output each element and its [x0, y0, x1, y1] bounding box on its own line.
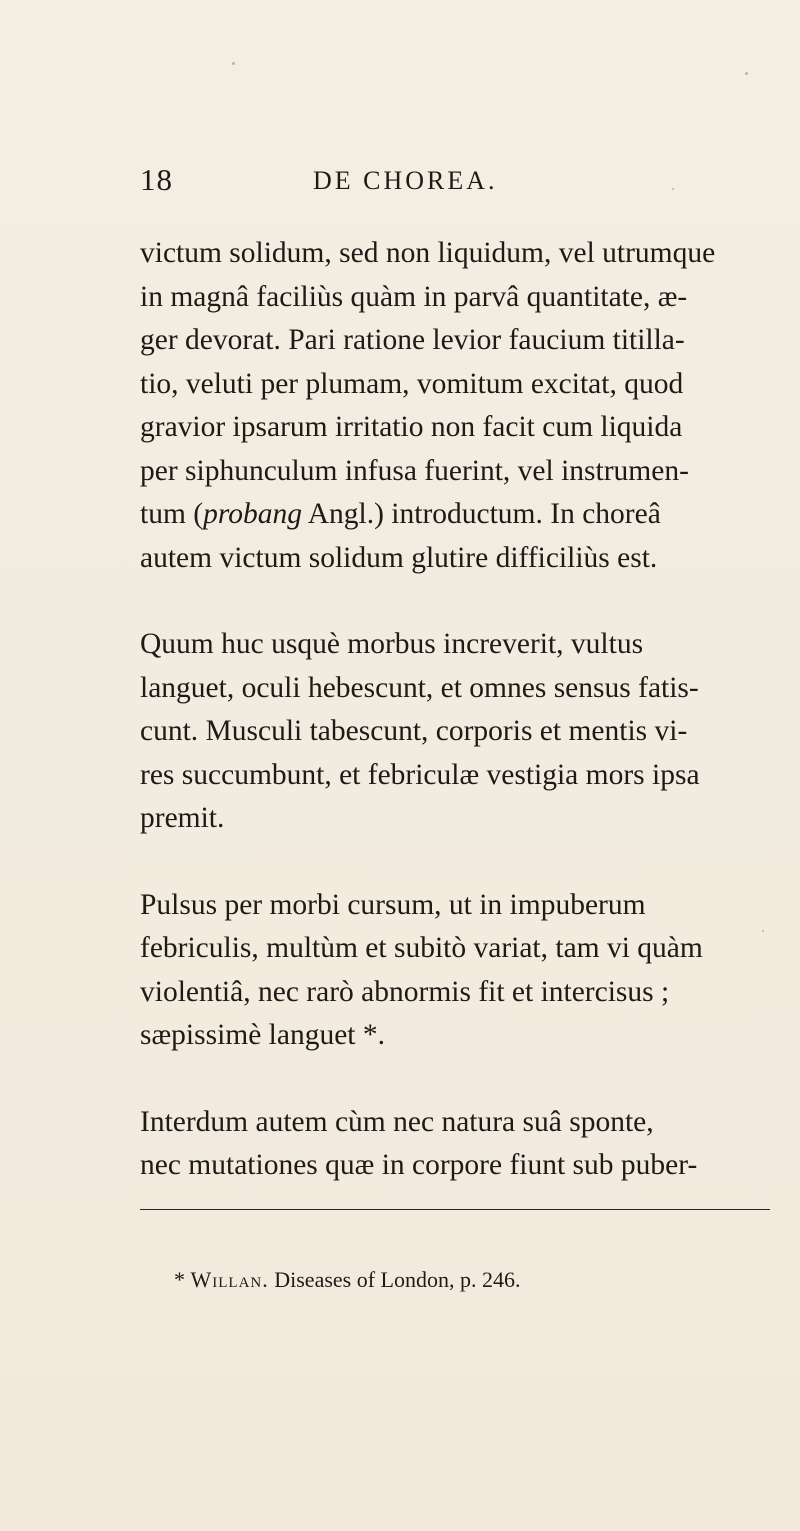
paper-speck [672, 188, 674, 190]
page-header [140, 162, 660, 206]
text-fragment: tum ( [140, 498, 204, 530]
paragraph-2: Quum huc usquè morbus increverit, vultus languet, oculi hebescunt, et omnes sensus fatis- cunt. Musculi tabescunt, corporis et mentis vi- res succumbunt, et febriculæ vestigia mors ipsa premit. [140, 628, 700, 834]
paper-speck [745, 72, 748, 75]
footnote-author: Willan. [190, 1267, 269, 1292]
paragraph-4: Interdum autem cùm nec natura suâ sponte, nec mutationes quæ in corpore fiunt sub puber- [140, 1105, 698, 1181]
paragraph-1: victum solidum, sed non liquidum, vel utrumque in magnâ faciliùs quàm in parvâ quantitate, æ- ger devorat. Pari ratione levior faucium titilla- tio, veluti per plumam, vomitum excitat, quod gravior ipsarum irritatio non facit cum liquida per siphunculum infusa fuerint, vel instrumen- [140, 237, 716, 487]
italic-term: probang [203, 498, 302, 530]
paragraph-1-continuation [140, 493, 790, 580]
paragraph-3: Pulsus per morbi cursum, ut in impuberum febriculis, multùm et subitò variat, tam vi quàm violentiâ, nec rarò abnormis fit et intercisus ; sæpissimè languet *. [140, 888, 703, 1051]
paper-speck [232, 62, 235, 65]
footnote-citation: Diseases of London, p. 246. [274, 1267, 521, 1292]
page-number: 18 [140, 162, 173, 197]
footnote [174, 1265, 521, 1295]
footnote-marker: * [174, 1267, 185, 1292]
paper-speck [762, 930, 764, 932]
text-fragment: Angl.) introductum. In choreâ [301, 498, 661, 530]
running-title: DE CHOREA. [313, 166, 498, 195]
footnote-rule [140, 1209, 770, 1210]
text-line: autem victum solidum glutire difficiliùs est. [140, 541, 658, 574]
main-text [140, 232, 790, 1188]
